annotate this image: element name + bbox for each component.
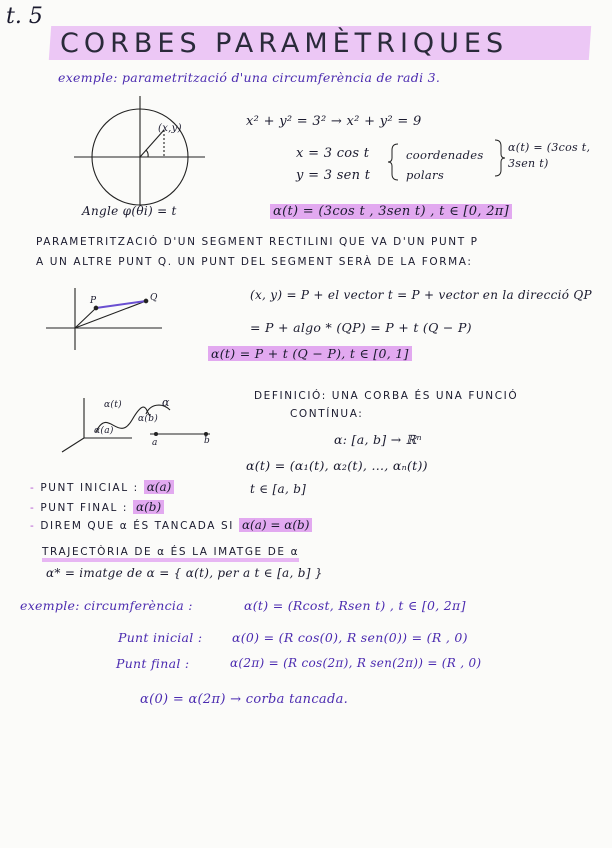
curve-label-a: a [152, 438, 158, 448]
angle-label: Angle φ(θi) = t [82, 204, 177, 218]
segment-label-q: Q [150, 293, 158, 303]
definition-line2: CONTÍNUA: [290, 408, 364, 420]
segment-label-p: P [90, 296, 97, 306]
example2-initial: α(0) = (R cos(0), R sen(0)) = (R , 0) [232, 630, 468, 645]
initial-point-label: PUNT INICIAL : [40, 482, 139, 494]
definition-line1: DEFINICIÓ: UNA CORBA ÉS UNA FUNCIÓ [254, 390, 519, 402]
example1-result-text: α(t) = (3cos t , 3sen t) , t ∈ [0, 2π] [270, 204, 512, 219]
curve-label-b: b [204, 436, 211, 446]
segment-eq1: (x, y) = P + el vector t = P + vector en la direcció QP [250, 288, 592, 302]
example1-intro: exemple: parametrització d'una circumferència de radi 3. [58, 70, 441, 85]
example2-conclusion: α(0) = α(2π) → corba tancada. [140, 692, 349, 707]
segment-result-text: α(t) = P + t (Q − P), t ∈ [0, 1] [208, 346, 412, 361]
circle-equation: x² + y² = 3² → x² + y² = 9 [246, 114, 422, 129]
curve-label-alpha-a: α(a) [94, 426, 114, 436]
definition-domain: t ∈ [a, b] [250, 482, 307, 496]
example1-result [270, 204, 512, 219]
trajectory-line1: TRAJECTÒRIA DE α ÉS LA IMATGE DE α [42, 546, 299, 562]
final-point-label: PUNT FINAL : [40, 502, 129, 514]
trajectory-line2: α* = imatge de α = { α(t), per a t ∈ [a, b] } [46, 566, 323, 580]
definition-map: α: [a, b] → ℝⁿ [334, 432, 422, 447]
segment-line1: PARAMETRITZACIÓ D'UN SEGMENT RECTILINI QUE VA D'UN PUNT P [36, 236, 479, 248]
example2-final-label: Punt final : [116, 656, 190, 671]
example2-eq: α(t) = (Rcost, Rsen t) , t ∈ [0, 2π] [244, 598, 466, 613]
curve-label-alpha-b: α(b) [138, 414, 159, 424]
example2-final: α(2π) = (R cos(2π), R sen(2π)) = (R , 0) [230, 656, 482, 670]
alpha-def: α(t) = (3cos t, 3sen t) [508, 141, 591, 170]
closed-label: DIREM QUE α ÉS TANCADA SI [40, 520, 234, 532]
circle-point-label: (x,y) [158, 123, 182, 134]
example2-intro: exemple: circumferència : [20, 598, 193, 613]
topic-number: t. 5 [6, 4, 43, 29]
equation-x: x = 3 cos t [296, 146, 370, 161]
curve-label-alpha: α [162, 396, 170, 409]
segment-eq2: = P + algo * (QP) = P + t (Q − P) [250, 320, 472, 335]
initial-point: - PUNT INICIAL : α(a) [30, 480, 174, 494]
example2-initial-label: Punt inicial : [118, 630, 203, 645]
segment-result [208, 346, 412, 361]
segment-line2: A UN ALTRE PUNT Q. UN PUNT DEL SEGMENT SERÀ DE LA FORMA: [36, 256, 473, 268]
definition-alpha-t: α(t) = (α₁(t), α₂(t), ..., αₙ(t)) [246, 458, 428, 473]
segment-diagram [46, 288, 162, 350]
page-title: CORBES PARAMÈTRIQUES [60, 28, 509, 59]
final-point: - PUNT FINAL : α(b) [30, 500, 164, 514]
closed-curve-def: - DIREM QUE α ÉS TANCADA SI α(a) = α(b) [30, 518, 312, 532]
initial-point-value: α(a) [144, 480, 175, 494]
final-point-value: α(b) [133, 500, 164, 514]
curve-label-alpha-t: α(t) [104, 400, 122, 410]
equation-y: y = 3 sen t [296, 168, 371, 183]
circle-diagram [74, 96, 205, 206]
closed-value: α(a) = α(b) [239, 518, 312, 532]
polar-note: coordenades polars [406, 148, 484, 182]
curve-diagram [62, 398, 210, 452]
